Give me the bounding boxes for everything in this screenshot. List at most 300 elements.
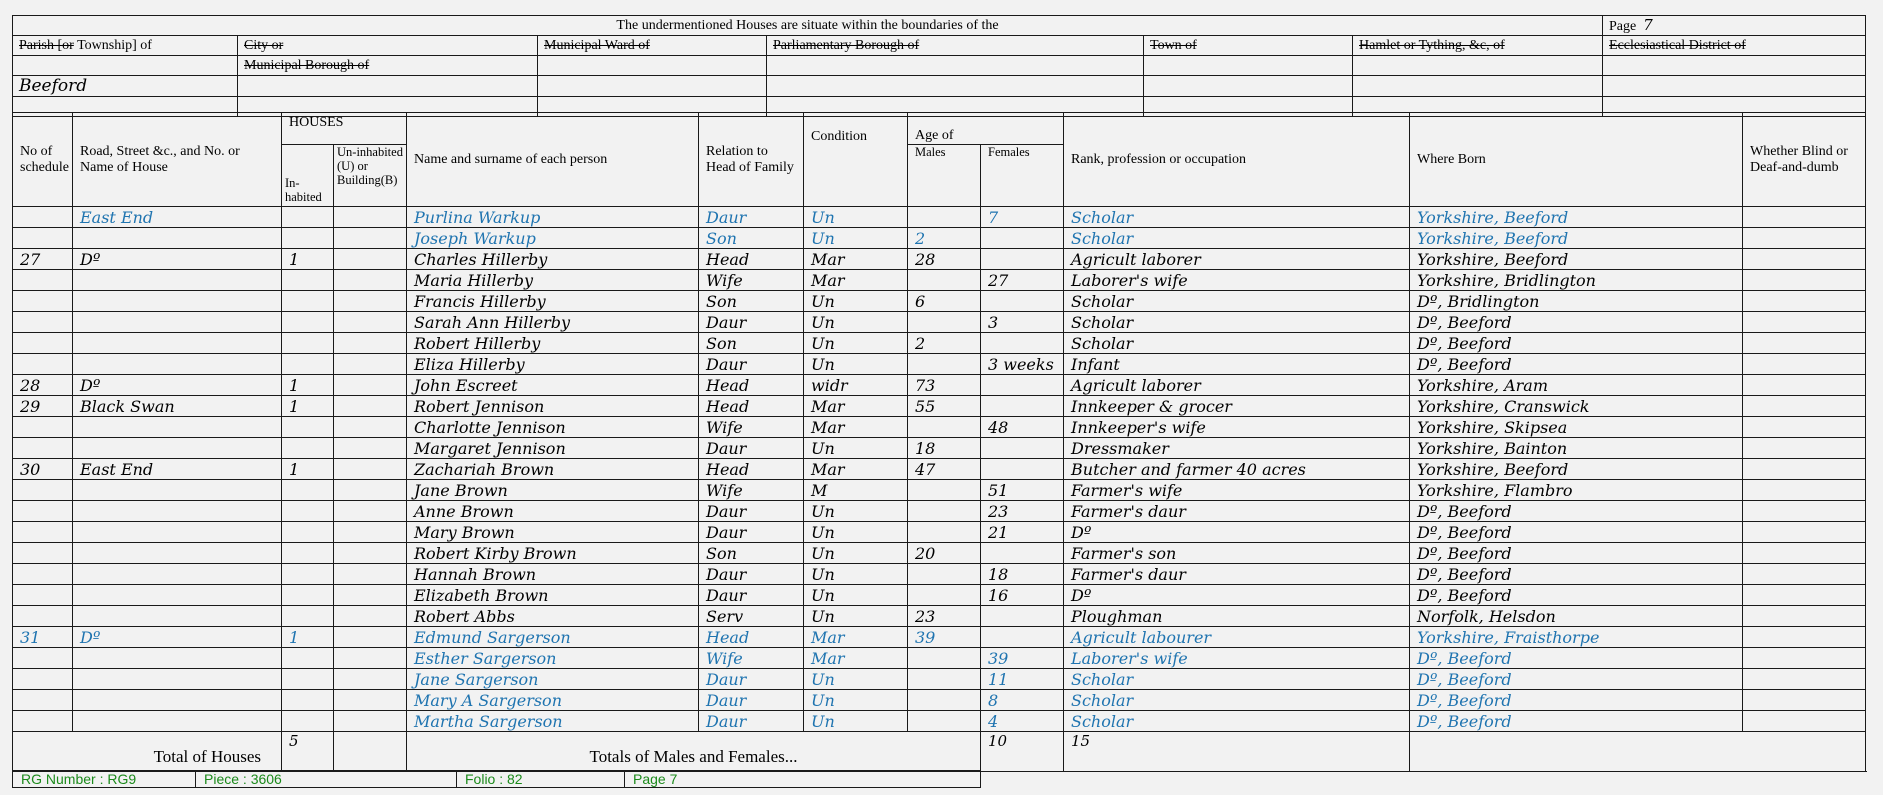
relation: Daur [699, 585, 804, 606]
page-number-cell [1603, 16, 1866, 36]
road-address [73, 438, 282, 459]
inhabited-count [282, 354, 334, 375]
relation: Wife [699, 417, 804, 438]
inhabited-count [282, 690, 334, 711]
relation: Daur [699, 354, 804, 375]
condition: Un [804, 333, 908, 354]
age-male [908, 312, 981, 333]
person-name: Elizabeth Brown [407, 585, 699, 606]
age-female: 16 [981, 585, 1064, 606]
blank-cell [334, 732, 407, 772]
occupation: Scholar [1064, 669, 1410, 690]
age-male [908, 690, 981, 711]
age-male [908, 270, 981, 291]
where-born: Norfolk, Helsdon [1410, 606, 1743, 627]
where-born: Yorkshire, Bridlington [1410, 270, 1743, 291]
where-born: Yorkshire, Beeford [1410, 249, 1743, 270]
age-female [981, 438, 1064, 459]
age-female [981, 396, 1064, 417]
uninhabited-count [334, 354, 407, 375]
uninhabited-count [334, 375, 407, 396]
uninhabited-count [334, 711, 407, 732]
census-schedule-table [12, 112, 1866, 772]
relation: Serv [699, 606, 804, 627]
age-female: 18 [981, 564, 1064, 585]
age-female: 27 [981, 270, 1064, 291]
schedule-number: 31 [13, 627, 73, 648]
schedule-number: 27 [13, 249, 73, 270]
blank-cell [538, 56, 767, 76]
age-female [981, 249, 1064, 270]
condition: M [804, 480, 908, 501]
where-born: Yorkshire, Skipsea [1410, 417, 1743, 438]
schedule-number [13, 438, 73, 459]
blind-deaf [1743, 333, 1866, 354]
relation: Wife [699, 480, 804, 501]
blind-deaf [1743, 438, 1866, 459]
road-address [73, 417, 282, 438]
table-row [13, 501, 1866, 522]
blind-deaf [1743, 669, 1866, 690]
person-name: Mary A Sargerson [407, 690, 699, 711]
folio-number: Folio : 82 [457, 771, 625, 788]
age-male [908, 480, 981, 501]
schedule-number: 29 [13, 396, 73, 417]
relation: Daur [699, 711, 804, 732]
inhabited-count: 1 [282, 375, 334, 396]
relation: Head [699, 249, 804, 270]
schedule-number [13, 291, 73, 312]
relation: Head [699, 396, 804, 417]
uninhabited-count [334, 438, 407, 459]
schedule-number [13, 228, 73, 249]
town-label: Town of [1144, 36, 1353, 56]
schedule-number [13, 648, 73, 669]
age-male [908, 522, 981, 543]
blank-cell [1144, 76, 1353, 97]
age-female [981, 606, 1064, 627]
uninhabited-count [334, 270, 407, 291]
occupation: Agricult laborer [1064, 249, 1410, 270]
total-males: 10 [981, 732, 1064, 772]
piece-number: Piece : 3606 [196, 771, 457, 788]
where-born: Dº, Beeford [1410, 711, 1743, 732]
occupation: Farmer's daur [1064, 501, 1410, 522]
ward-label: Municipal Ward of [538, 36, 767, 56]
table-row [13, 648, 1866, 669]
boundary-table [12, 15, 1866, 117]
inhabited-count [282, 543, 334, 564]
age-female: 11 [981, 669, 1064, 690]
uninhabited-count [334, 669, 407, 690]
occupation: Scholar [1064, 291, 1410, 312]
table-row [13, 627, 1866, 648]
road-address [73, 606, 282, 627]
relation: Son [699, 333, 804, 354]
where-born: Dº, Beeford [1410, 543, 1743, 564]
person-name: John Escreet [407, 375, 699, 396]
table-row [13, 522, 1866, 543]
age-male: 23 [908, 606, 981, 627]
table-row [13, 438, 1866, 459]
person-name: Zachariah Brown [407, 459, 699, 480]
blind-deaf [1743, 627, 1866, 648]
relation: Daur [699, 564, 804, 585]
uninhabited-count [334, 690, 407, 711]
age-male [908, 711, 981, 732]
where-born: Dº, Beeford [1410, 669, 1743, 690]
person-name: Robert Abbs [407, 606, 699, 627]
condition: Un [804, 606, 908, 627]
person-name: Charlotte Jennison [407, 417, 699, 438]
where-born: Dº, Beeford [1410, 648, 1743, 669]
schedule-number: 28 [13, 375, 73, 396]
source-reference-bar [12, 770, 981, 788]
schedule-number [13, 543, 73, 564]
hamlet-label: Hamlet or Tything, &c, of [1353, 36, 1603, 56]
person-name: Purlina Warkup [407, 207, 699, 228]
header-condition: Condition [804, 113, 908, 207]
borough-label: Municipal Borough of [238, 56, 538, 76]
age-female: 39 [981, 648, 1064, 669]
person-name: Sarah Ann Hillerby [407, 312, 699, 333]
condition: Un [804, 312, 908, 333]
road-address [73, 270, 282, 291]
occupation: Innkeeper's wife [1064, 417, 1410, 438]
table-row [13, 249, 1866, 270]
age-male: 2 [908, 333, 981, 354]
blank-cell [1144, 56, 1353, 76]
blind-deaf [1743, 249, 1866, 270]
blank-cell [1353, 56, 1603, 76]
header-where-born: Where Born [1410, 113, 1743, 207]
condition: Mar [804, 459, 908, 480]
person-name: Francis Hillerby [407, 291, 699, 312]
table-row [13, 543, 1866, 564]
parish-value: Beeford [13, 76, 238, 97]
inhabited-count [282, 438, 334, 459]
uninhabited-count [334, 480, 407, 501]
blind-deaf [1743, 270, 1866, 291]
inhabited-count [282, 522, 334, 543]
where-born: Dº, Bridlington [1410, 291, 1743, 312]
relation: Daur [699, 501, 804, 522]
person-name: Charles Hillerby [407, 249, 699, 270]
blank-cell [767, 76, 1144, 97]
condition: Un [804, 438, 908, 459]
table-row [13, 711, 1866, 732]
occupation: Farmer's son [1064, 543, 1410, 564]
occupation: Farmer's wife [1064, 480, 1410, 501]
age-female: 8 [981, 690, 1064, 711]
condition: Mar [804, 396, 908, 417]
blind-deaf [1743, 480, 1866, 501]
schedule-number [13, 606, 73, 627]
condition: Un [804, 522, 908, 543]
where-born: Yorkshire, Cranswick [1410, 396, 1743, 417]
table-row [13, 291, 1866, 312]
condition: Un [804, 543, 908, 564]
uninhabited-count [334, 291, 407, 312]
inhabited-count [282, 480, 334, 501]
person-name: Joseph Warkup [407, 228, 699, 249]
where-born: Yorkshire, Beeford [1410, 459, 1743, 480]
boundary-title: The undermentioned Houses are situate within the boundaries of the [13, 16, 1603, 36]
header-blind: Whether Blind or Deaf-and-dumb [1743, 113, 1866, 207]
uninhabited-count [334, 543, 407, 564]
relation: Son [699, 543, 804, 564]
occupation: Infant [1064, 354, 1410, 375]
age-female: 4 [981, 711, 1064, 732]
person-name: Edmund Sargerson [407, 627, 699, 648]
table-row [13, 333, 1866, 354]
road-address: Dº [73, 375, 282, 396]
inhabited-count [282, 207, 334, 228]
occupation: Innkeeper & grocer [1064, 396, 1410, 417]
where-born: Dº, Beeford [1410, 312, 1743, 333]
blind-deaf [1743, 522, 1866, 543]
age-female [981, 543, 1064, 564]
age-female [981, 228, 1064, 249]
where-born: Yorkshire, Beeford [1410, 228, 1743, 249]
age-female [981, 375, 1064, 396]
age-male [908, 585, 981, 606]
blind-deaf [1743, 396, 1866, 417]
age-female: 3 [981, 312, 1064, 333]
blind-deaf [1743, 354, 1866, 375]
blind-deaf [1743, 291, 1866, 312]
table-row [13, 417, 1866, 438]
occupation: Ploughman [1064, 606, 1410, 627]
person-name: Esther Sargerson [407, 648, 699, 669]
road-address [73, 564, 282, 585]
road-address [73, 522, 282, 543]
uninhabited-count [334, 522, 407, 543]
occupation: Butcher and farmer 40 acres [1064, 459, 1410, 480]
person-name: Robert Hillerby [407, 333, 699, 354]
uninhabited-count [334, 228, 407, 249]
road-address [73, 543, 282, 564]
ecclesiastical-label: Ecclesiastical District of [1603, 36, 1866, 56]
road-address: East End [73, 207, 282, 228]
occupation: Agricult laborer [1064, 375, 1410, 396]
road-address: Dº [73, 627, 282, 648]
table-row [13, 354, 1866, 375]
where-born: Dº, Beeford [1410, 690, 1743, 711]
age-female [981, 627, 1064, 648]
page-number: 7 [1643, 16, 1653, 34]
inhabited-count [282, 669, 334, 690]
age-male [908, 417, 981, 438]
table-row [13, 207, 1866, 228]
header-males: Males [908, 145, 981, 207]
inhabited-count: 1 [282, 249, 334, 270]
person-name: Robert Kirby Brown [407, 543, 699, 564]
road-address [73, 711, 282, 732]
table-row [13, 564, 1866, 585]
inhabited-count [282, 333, 334, 354]
schedule-number [13, 669, 73, 690]
parish-label-struck: Parish [or [19, 37, 74, 53]
person-name: Maria Hillerby [407, 270, 699, 291]
schedule-number [13, 585, 73, 606]
blind-deaf [1743, 459, 1866, 480]
uninhabited-count [334, 648, 407, 669]
occupation: Dº [1064, 585, 1410, 606]
schedule-number [13, 207, 73, 228]
condition: Un [804, 207, 908, 228]
city-label: City or [238, 36, 538, 56]
condition: Un [804, 228, 908, 249]
header-road: Road, Street &c., and No. or Name of House [73, 113, 282, 207]
occupation: Scholar [1064, 333, 1410, 354]
where-born: Dº, Beeford [1410, 501, 1743, 522]
table-row [13, 396, 1866, 417]
person-name: Jane Sargerson [407, 669, 699, 690]
relation: Head [699, 627, 804, 648]
blank-cell [1410, 732, 1866, 772]
where-born: Dº, Beeford [1410, 585, 1743, 606]
blank-cell [767, 56, 1144, 76]
relation: Son [699, 228, 804, 249]
where-born: Dº, Beeford [1410, 564, 1743, 585]
age-male: 55 [908, 396, 981, 417]
inhabited-count [282, 417, 334, 438]
condition: Mar [804, 648, 908, 669]
where-born: Yorkshire, Aram [1410, 375, 1743, 396]
schedule-rows [13, 207, 1866, 732]
inhabited-count: 1 [282, 396, 334, 417]
header-age-of: Age of [908, 113, 1064, 145]
occupation: Dº [1064, 522, 1410, 543]
occupation: Farmer's daur [1064, 564, 1410, 585]
person-name: Mary Brown [407, 522, 699, 543]
table-row [13, 228, 1866, 249]
page-label: Page [1609, 19, 1637, 34]
age-male: 2 [908, 228, 981, 249]
age-female: 21 [981, 522, 1064, 543]
condition: Un [804, 291, 908, 312]
road-address [73, 648, 282, 669]
occupation: Agricult labourer [1064, 627, 1410, 648]
occupation: Scholar [1064, 711, 1410, 732]
occupation: Laborer's wife [1064, 648, 1410, 669]
table-row [13, 312, 1866, 333]
schedule-number [13, 333, 73, 354]
where-born: Yorkshire, Beeford [1410, 207, 1743, 228]
relation: Wife [699, 270, 804, 291]
inhabited-count [282, 564, 334, 585]
blind-deaf [1743, 606, 1866, 627]
inhabited-count [282, 711, 334, 732]
age-male: 73 [908, 375, 981, 396]
blind-deaf [1743, 417, 1866, 438]
condition: Mar [804, 627, 908, 648]
schedule-number [13, 501, 73, 522]
age-male: 47 [908, 459, 981, 480]
blind-deaf [1743, 375, 1866, 396]
occupation: Scholar [1064, 228, 1410, 249]
road-address [73, 312, 282, 333]
road-address: East End [73, 459, 282, 480]
age-male [908, 564, 981, 585]
person-name: Margaret Jennison [407, 438, 699, 459]
header-occupation: Rank, profession or occupation [1064, 113, 1410, 207]
uninhabited-count [334, 396, 407, 417]
age-male: 28 [908, 249, 981, 270]
relation: Daur [699, 669, 804, 690]
uninhabited-count [334, 606, 407, 627]
schedule-number [13, 312, 73, 333]
person-name: Jane Brown [407, 480, 699, 501]
schedule-number [13, 522, 73, 543]
person-name: Eliza Hillerby [407, 354, 699, 375]
condition: Mar [804, 417, 908, 438]
blind-deaf [1743, 207, 1866, 228]
condition: Mar [804, 249, 908, 270]
age-male [908, 648, 981, 669]
schedule-number [13, 417, 73, 438]
road-address [73, 228, 282, 249]
schedule-number [13, 711, 73, 732]
where-born: Yorkshire, Flambro [1410, 480, 1743, 501]
where-born: Yorkshire, Fraisthorpe [1410, 627, 1743, 648]
age-female [981, 291, 1064, 312]
relation: Daur [699, 438, 804, 459]
schedule-number: 30 [13, 459, 73, 480]
age-female [981, 333, 1064, 354]
blind-deaf [1743, 543, 1866, 564]
relation: Head [699, 459, 804, 480]
inhabited-count: 1 [282, 459, 334, 480]
age-female: 7 [981, 207, 1064, 228]
uninhabited-count [334, 417, 407, 438]
where-born: Dº, Beeford [1410, 354, 1743, 375]
schedule-number [13, 354, 73, 375]
inhabited-count: 1 [282, 627, 334, 648]
person-name: Anne Brown [407, 501, 699, 522]
road-address [73, 480, 282, 501]
schedule-number [13, 564, 73, 585]
inhabited-count [282, 312, 334, 333]
totals-section [13, 732, 1866, 772]
blind-deaf [1743, 585, 1866, 606]
table-row [13, 480, 1866, 501]
inhabited-count [282, 228, 334, 249]
total-houses-value: 5 [282, 732, 334, 772]
footer-page: Page 7 [625, 771, 981, 788]
condition: widr [804, 375, 908, 396]
age-male: 6 [908, 291, 981, 312]
uninhabited-count [334, 501, 407, 522]
uninhabited-count [334, 207, 407, 228]
relation: Wife [699, 648, 804, 669]
road-address [73, 669, 282, 690]
inhabited-count [282, 501, 334, 522]
relation: Daur [699, 522, 804, 543]
blind-deaf [1743, 312, 1866, 333]
header-relation: Relation to Head of Family [699, 113, 804, 207]
header-uninhabited: Un-inhabited (U) or Building(B) [334, 145, 407, 207]
road-address [73, 333, 282, 354]
header-females: Females [981, 145, 1064, 207]
road-address [73, 354, 282, 375]
age-male: 18 [908, 438, 981, 459]
blind-deaf [1743, 564, 1866, 585]
table-row [13, 375, 1866, 396]
occupation: Scholar [1064, 207, 1410, 228]
inhabited-count [282, 606, 334, 627]
